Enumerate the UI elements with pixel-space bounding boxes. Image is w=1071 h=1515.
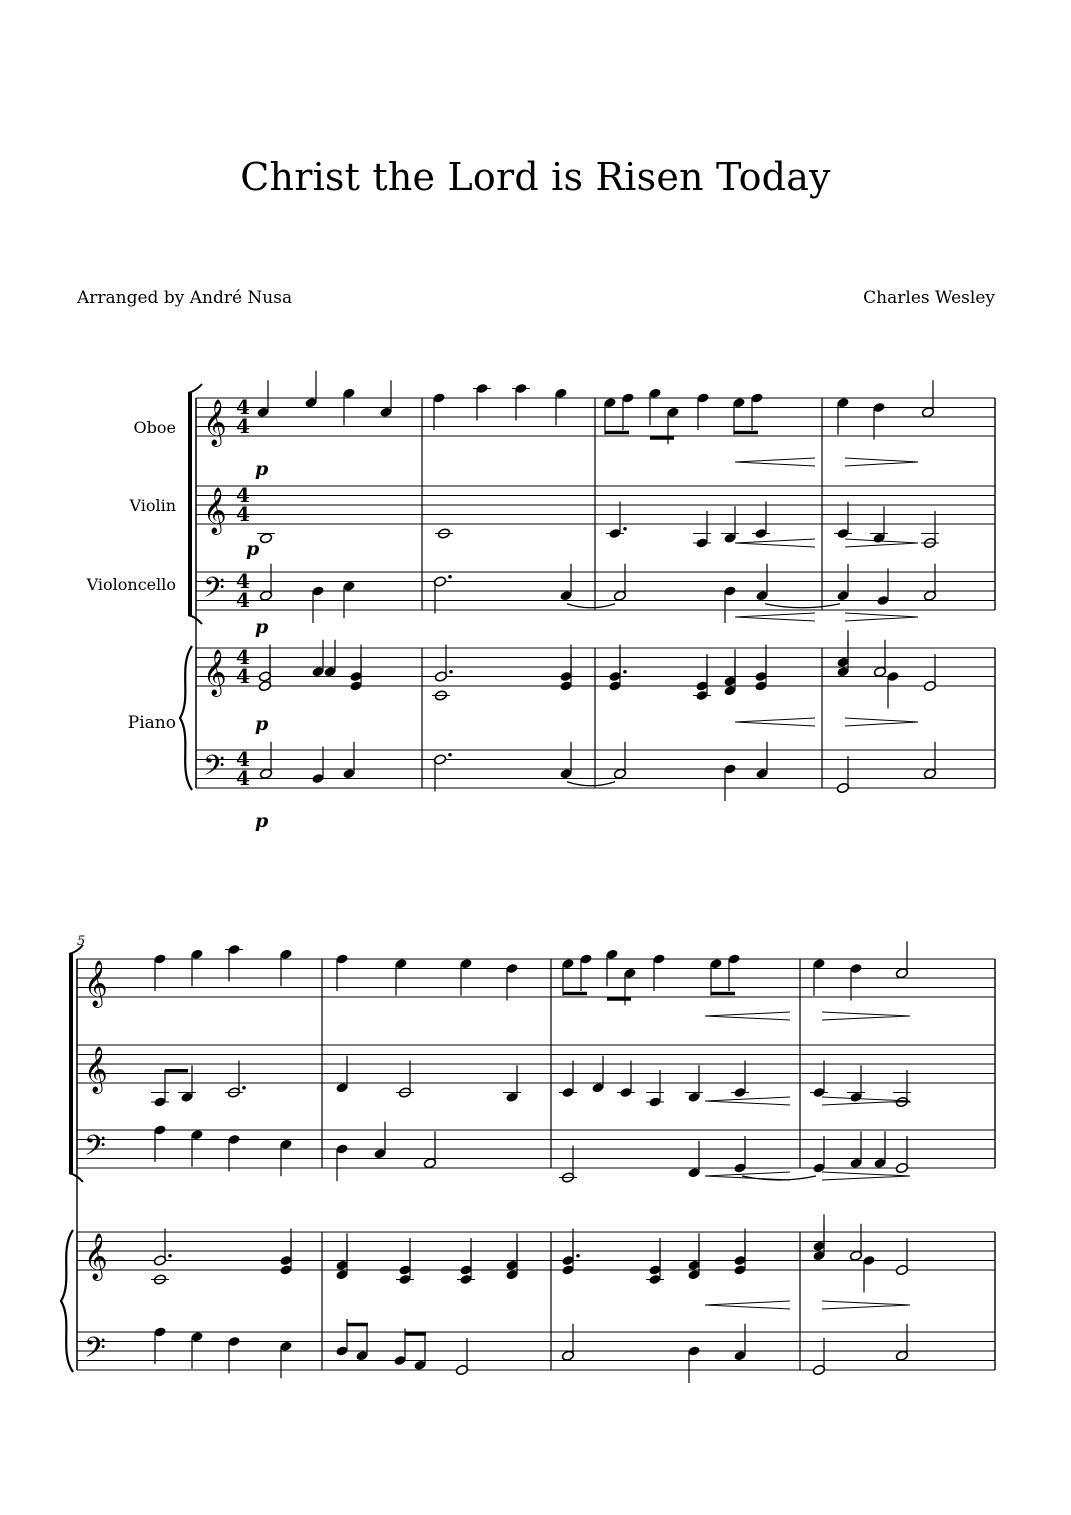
- bass-clef: 𝄢: [203, 749, 225, 790]
- time-signature-top: 4: [236, 569, 250, 593]
- ensemble-bracket: [188, 393, 192, 615]
- score-text: [77, 395, 269, 1372]
- staff-lines: [77, 398, 995, 1370]
- treble-clef: 𝄞: [84, 1046, 108, 1093]
- cello-label: Violoncello: [86, 575, 176, 594]
- crescendo-hairpin: [735, 458, 815, 466]
- dynamic-piano: p: [255, 713, 269, 735]
- bracket-hook-bottom: [69, 1173, 83, 1182]
- beam: [650, 436, 674, 440]
- time-signature-bottom: 4: [236, 414, 250, 438]
- treble-clef: 𝄞: [203, 649, 227, 696]
- crescendo-hairpin: [705, 1301, 790, 1309]
- note-head: [259, 533, 272, 544]
- dynamic-piano: p: [255, 616, 269, 638]
- treble-clef: 𝄞: [203, 487, 227, 534]
- ensemble-bracket: [69, 954, 73, 1173]
- tie: [765, 604, 840, 608]
- bracket-hook-bottom: [188, 615, 202, 624]
- time-signature-top: 4: [236, 395, 250, 419]
- crescendo-hairpin: [705, 1097, 790, 1105]
- decrescendo-hairpin: [822, 1012, 910, 1020]
- piano-brace: [180, 646, 192, 790]
- augmentation-dot: [449, 670, 453, 674]
- dynamic-piano: p: [255, 458, 269, 480]
- time-signature-top: 4: [236, 645, 250, 669]
- decrescendo-hairpin: [845, 458, 918, 466]
- beam: [607, 997, 631, 1001]
- dynamic-piano: p: [246, 538, 260, 560]
- crescendo-hairpin: [735, 613, 815, 621]
- oboe-label: Oboe: [133, 418, 176, 437]
- augmentation-dot: [623, 670, 627, 674]
- composer-credit: Charles Wesley: [863, 288, 995, 308]
- tie: [567, 782, 615, 786]
- crescendo-hairpin: [735, 718, 815, 726]
- tie: [567, 604, 615, 608]
- arranger-credit: Arranged by André Nusa: [77, 288, 293, 308]
- decrescendo-hairpin: [845, 718, 918, 726]
- piano-label: Piano: [127, 713, 176, 733]
- crescendo-hairpin: [735, 539, 815, 547]
- decrescendo-hairpin: [822, 1172, 910, 1180]
- beam: [734, 431, 758, 435]
- dynamic-piano: p: [255, 810, 269, 832]
- violin-label: Violin: [129, 496, 176, 515]
- bass-clef: 𝄢: [203, 571, 225, 612]
- augmentation-dot: [448, 753, 452, 757]
- beam: [563, 992, 587, 996]
- augmentation-dot: [242, 1086, 246, 1090]
- score-title: Christ the Lord is Risen Today: [240, 155, 831, 199]
- decrescendo-hairpin: [822, 1301, 910, 1309]
- beam: [347, 1323, 368, 1327]
- bass-clef: 𝄢: [84, 1129, 106, 1170]
- time-signature-top: 4: [236, 483, 250, 507]
- piano-brace: [61, 1230, 73, 1372]
- treble-clef: 𝄞: [84, 960, 108, 1007]
- time-signature-top: 4: [236, 747, 250, 771]
- measure-number: 5: [77, 934, 86, 949]
- augmentation-dot: [448, 575, 452, 579]
- time-signature-bottom: 4: [236, 588, 250, 612]
- notes: [151, 371, 939, 1383]
- brackets: [61, 384, 202, 1372]
- beam: [605, 431, 629, 435]
- augmentation-dot: [623, 527, 627, 531]
- beam: [165, 1069, 188, 1073]
- beam: [711, 992, 735, 996]
- time-signature-bottom: 4: [236, 664, 250, 688]
- bracket-hook-top: [188, 384, 202, 393]
- augmentation-dot: [576, 1254, 580, 1258]
- augmentation-dot: [168, 1254, 172, 1258]
- hairpins: [705, 458, 918, 1309]
- barlines: [77, 398, 995, 1370]
- beam: [405, 1332, 426, 1336]
- crescendo-hairpin: [705, 1172, 790, 1180]
- treble-clef: 𝄞: [84, 1233, 108, 1280]
- crescendo-hairpin: [705, 1012, 790, 1020]
- time-signature-bottom: 4: [236, 766, 250, 790]
- decrescendo-hairpin: [845, 613, 918, 621]
- bass-clef: 𝄢: [84, 1331, 106, 1372]
- treble-clef: 𝄞: [203, 399, 227, 446]
- time-signature-bottom: 4: [236, 502, 250, 526]
